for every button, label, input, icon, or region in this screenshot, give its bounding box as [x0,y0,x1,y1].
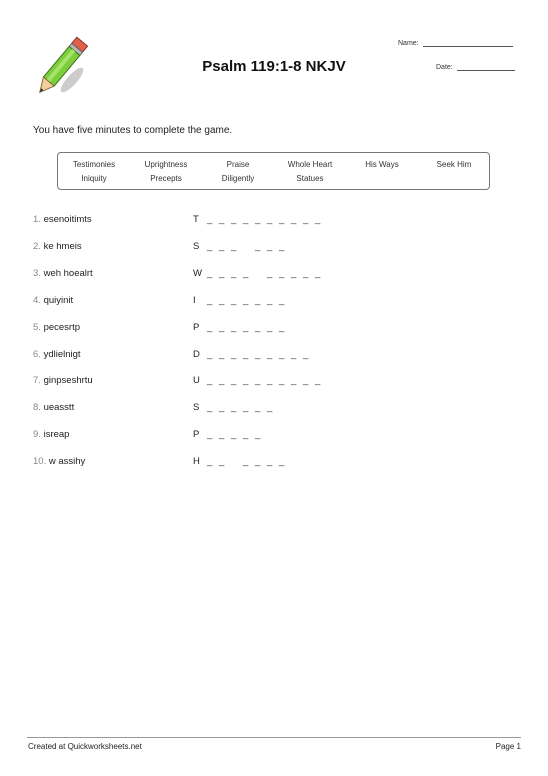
letter-blank: _ [279,241,285,252]
word-bank-item: Diligently [221,174,255,183]
row-number: 5. [33,322,41,333]
letter-blank: _ [315,214,321,225]
answer-first-letter: P [193,429,200,440]
letter-blank: _ [219,456,225,467]
letter-blank: _ [255,214,261,225]
letter-blank: _ [315,268,321,279]
letter-blank: _ [207,375,213,386]
letter-blank: _ [231,322,237,333]
scrambled-word: w assihy [48,456,86,467]
letter-blank: _ [243,456,249,467]
date-field [436,64,515,71]
answer-first-letter: U [193,375,200,386]
letter-blank: _ [255,429,261,440]
letter-blank: _ [219,349,225,360]
word-bank-item: Testimonies [72,160,116,169]
letter-blank: _ [231,268,237,279]
answer-dashes [207,295,291,306]
scrambled-word: ueasstt [43,402,75,413]
answer-blanks [193,349,315,360]
answer-first-letter: D [193,349,200,360]
letter-blank: _ [291,349,297,360]
letter-blank: _ [255,349,261,360]
letter-blank: _ [207,241,213,252]
letter-blank: _ [255,402,261,413]
word-bank-item: Precepts [150,174,182,183]
word-bank-item: Seek Him [436,160,472,169]
letter-blank: _ [279,375,285,386]
letter-blank: _ [267,349,273,360]
letter-blank: _ [219,295,225,306]
letter-blank: _ [291,214,297,225]
letter-blank: _ [279,349,285,360]
answer-blanks [193,268,327,279]
letter-blank: _ [219,402,225,413]
row-number: 3. [33,268,41,279]
puzzle-row [33,402,513,418]
word-bank-item: His Ways [365,160,399,169]
letter-blank: _ [279,268,285,279]
word-bank-item: Uprightness [144,160,188,169]
footer-credit: Created at Quickworksheets.net [28,742,142,751]
letter-blank: _ [255,295,261,306]
row-number: 10. [33,456,47,467]
letter-blank: _ [207,268,213,279]
letter-blank: _ [231,241,237,252]
date-label: Date: [436,64,453,71]
row-number: 9. [33,429,41,440]
puzzle-row [33,214,513,230]
row-number: 1. [33,214,41,225]
answer-dashes [207,429,267,440]
answer-first-letter: T [193,214,199,225]
letter-blank: _ [219,322,225,333]
row-number: 8. [33,402,41,413]
letter-blank: _ [291,375,297,386]
letter-blank: _ [267,214,273,225]
letter-blank: _ [243,375,249,386]
word-bank-item: Whole Heart [287,160,333,169]
letter-blank: _ [219,214,225,225]
puzzle-row [33,375,513,391]
letter-blank: _ [219,429,225,440]
letter-blank: _ [231,295,237,306]
letter-blank: _ [279,322,285,333]
word-bank-item: Iniquity [81,174,107,183]
letter-blank: _ [207,295,213,306]
letter-blank: _ [231,429,237,440]
answer-blanks [193,214,327,225]
puzzle-row [33,349,513,365]
scrambled-word: ginpseshrtu [43,375,93,386]
row-number: 7. [33,375,41,386]
letter-blank: _ [303,375,309,386]
letter-blank: _ [207,429,213,440]
answer-dashes [207,214,327,225]
answer-blanks [193,429,267,440]
scrambled-word: isreap [43,429,70,440]
letter-blank: _ [255,375,261,386]
letter-blank: _ [303,214,309,225]
answer-blanks [193,456,291,467]
answer-dashes [207,402,279,413]
letter-blank: _ [267,268,273,279]
letter-blank: _ [243,214,249,225]
row-number: 4. [33,295,41,306]
answer-first-letter: W [193,268,202,279]
scrambled-word: ke hmeis [43,241,82,252]
word-bank-item: Statues [296,174,324,183]
letter-blank: _ [243,429,249,440]
answer-dashes [207,322,291,333]
letter-blank: _ [219,241,225,252]
answer-first-letter: S [193,402,200,413]
answer-dashes [207,375,327,386]
page-number: Page 1 [495,742,521,751]
letter-blank: _ [291,268,297,279]
puzzle-row [33,322,513,338]
letter-blank: _ [267,375,273,386]
date-blank-line [457,70,515,71]
letter-blank: _ [267,456,273,467]
answer-blanks [193,295,291,306]
answer-dashes [207,456,291,467]
row-number: 6. [33,349,41,360]
letter-blank: _ [243,322,249,333]
puzzle-row [33,268,513,284]
letter-blank: _ [243,295,249,306]
name-blank-line [423,46,513,47]
puzzle-row [33,295,513,311]
answer-blanks [193,402,279,413]
letter-blank: _ [303,268,309,279]
letter-blank: _ [243,268,249,279]
scrambled-word: esenoitimts [43,214,92,225]
letter-blank: _ [231,402,237,413]
answer-blanks [193,241,291,252]
answer-first-letter: H [193,456,200,467]
name-label: Name: [398,40,419,47]
letter-blank: _ [267,241,273,252]
answer-dashes [207,241,291,252]
answer-dashes [207,349,315,360]
scrambled-word: ydlielnigt [43,349,81,360]
letter-blank: _ [207,456,213,467]
answer-blanks [193,322,291,333]
puzzle-row [33,429,513,445]
instructions-text: You have five minutes to complete the game. [33,125,233,136]
letter-blank: _ [315,375,321,386]
footer-divider [27,737,521,738]
word-bank-item: Praise [226,160,250,169]
letter-blank: _ [279,456,285,467]
letter-blank: _ [255,241,261,252]
letter-blank: _ [243,349,249,360]
answer-first-letter: I [193,295,196,306]
letter-blank: _ [255,456,261,467]
letter-blank: _ [303,349,309,360]
letter-blank: _ [267,402,273,413]
puzzle-row [33,241,513,257]
letter-blank: _ [231,375,237,386]
letter-blank: _ [243,402,249,413]
answer-first-letter: P [193,322,200,333]
scrambled-word: quiyinit [43,295,74,306]
word-bank [57,152,490,190]
letter-blank: _ [231,349,237,360]
letter-blank: _ [279,295,285,306]
letter-blank: _ [279,214,285,225]
answer-blanks [193,375,327,386]
letter-blank: _ [207,322,213,333]
letter-blank: _ [207,402,213,413]
scrambled-word: pecesrtp [43,322,81,333]
scrambled-word: weh hoealrt [43,268,93,279]
answer-dashes [207,268,327,279]
row-number: 2. [33,241,41,252]
page-title: Psalm 119:1-8 NKJV [202,58,346,75]
puzzle-row [33,456,513,472]
letter-blank: _ [231,214,237,225]
letter-blank: _ [267,295,273,306]
name-field [398,40,513,47]
letter-blank: _ [207,349,213,360]
answer-first-letter: S [193,241,200,252]
letter-blank: _ [207,214,213,225]
letter-blank: _ [255,322,261,333]
letter-blank: _ [219,375,225,386]
letter-blank: _ [219,268,225,279]
letter-blank: _ [267,322,273,333]
